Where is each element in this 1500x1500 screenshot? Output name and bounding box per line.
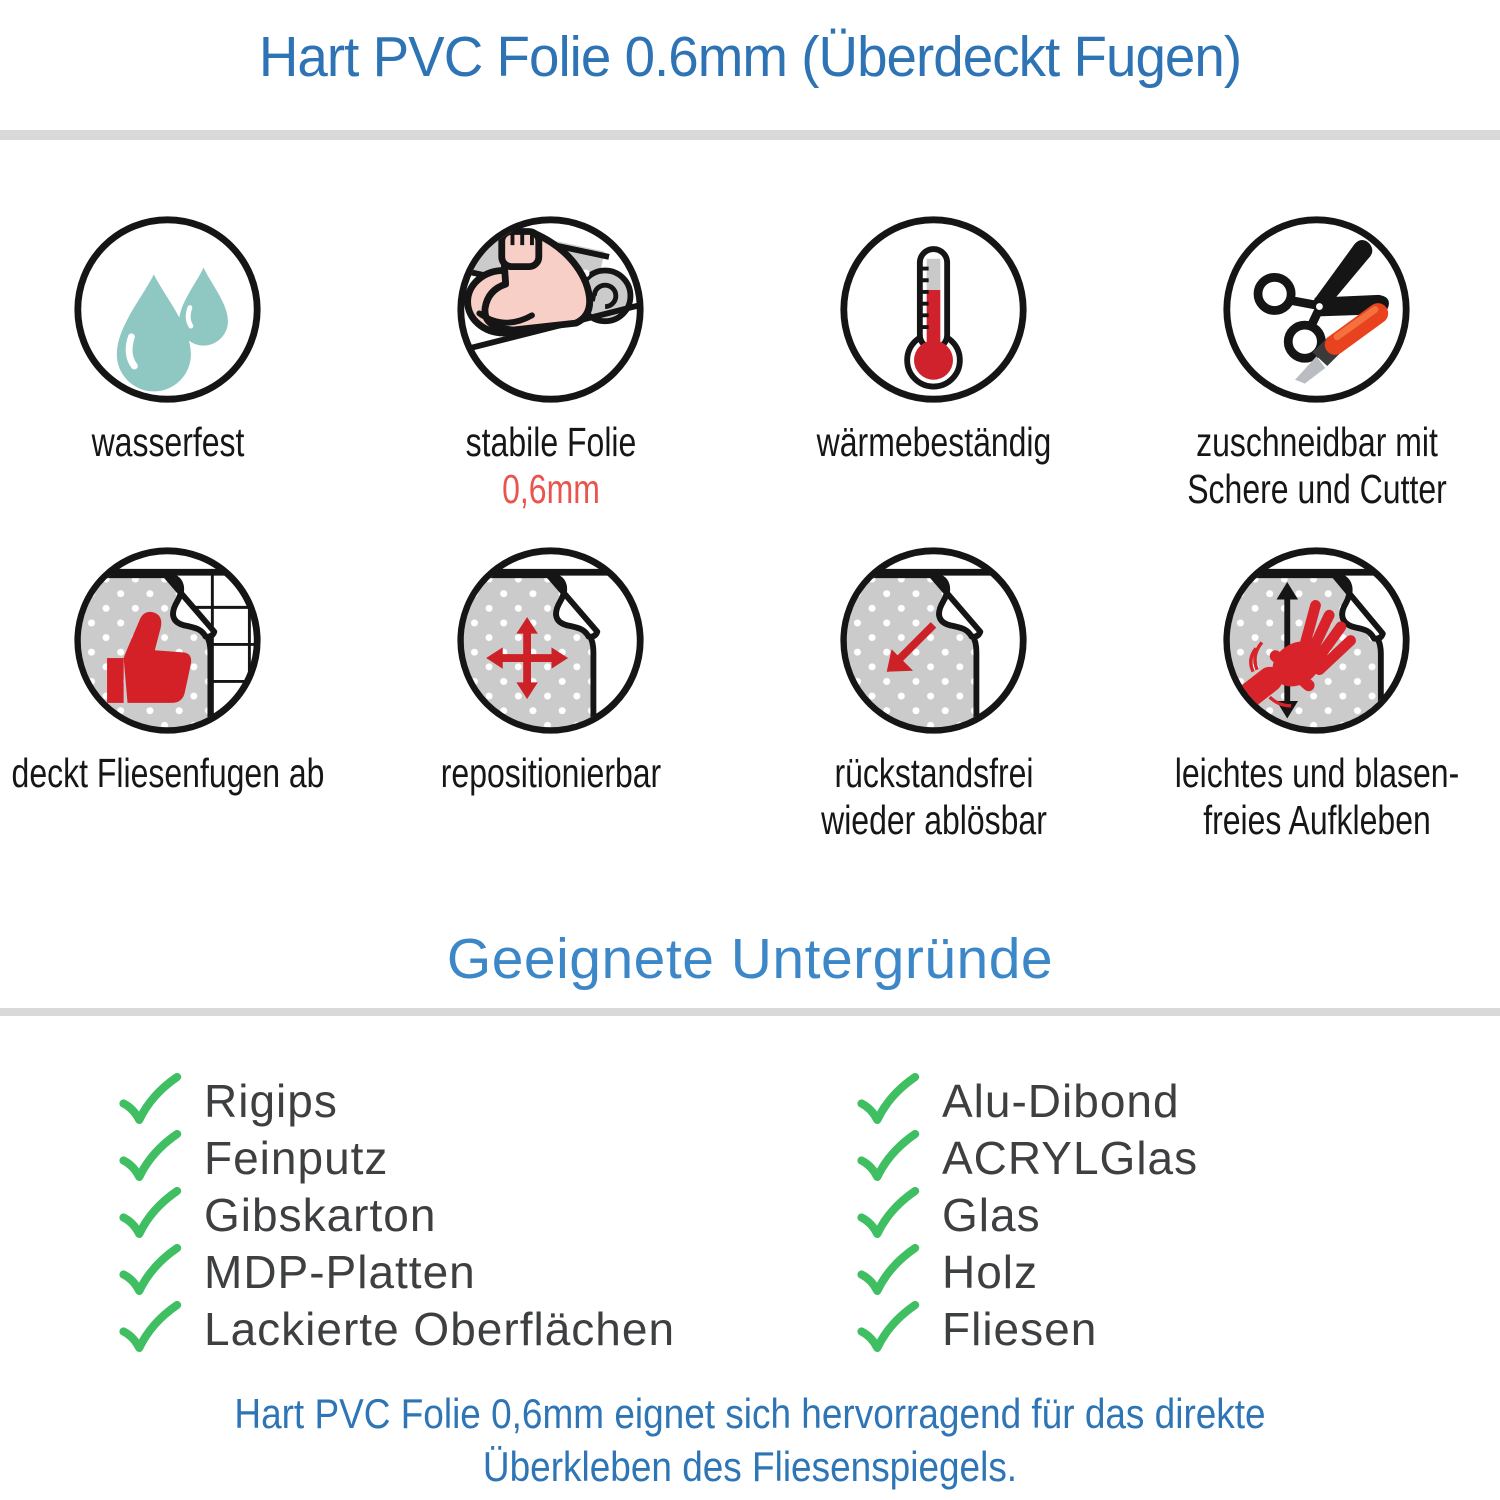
feature-covers-tile-joints [0,543,359,844]
list-item: MDP-Platten [118,1243,675,1300]
feature-label-line2: Schere und Cutter [1186,466,1447,512]
feature-stable-foil [359,212,742,513]
feature-label: repositionierbar [440,750,661,796]
green-check-icon [856,1186,920,1244]
list-item: Lackierte Oberflächen [118,1300,675,1357]
green-check-icon [856,1243,920,1301]
feature-heat-resistant [742,212,1125,513]
thermometer-icon [836,212,1031,407]
thumbs-up-tile-icon [70,543,265,738]
feature-label: stabile Folie [465,419,636,465]
feature-label: deckt Fliesenfugen ab [11,750,324,796]
strong-arm-foil-icon [453,212,648,407]
feature-label-line2: wieder ablösbar [820,797,1047,843]
scissors-cutter-icon [1219,212,1414,407]
green-check-icon [118,1243,182,1301]
green-check-icon [118,1072,182,1130]
list-item: Gibskarton [118,1186,675,1243]
green-check-icon [118,1186,182,1244]
list-item: Glas [856,1186,1198,1243]
feature-row-1 [0,212,1500,513]
feature-repositionable [359,543,742,844]
page-title: Hart PVC Folie 0.6mm (Überdeckt Fugen) [258,25,1242,89]
feature-label: leichtes und blasen- [1174,750,1459,796]
feature-sublabel: 0,6mm [501,466,600,512]
green-check-icon [856,1072,920,1130]
footer-line1: Hart PVC Folie 0,6mm eignet sich hervorragend für das direkte [234,1390,1266,1437]
feature-label: wärmebeständig [816,419,1051,465]
list-item: Fliesen [856,1300,1198,1357]
feature-waterproof [0,212,359,513]
feature-bubble-free-application [1125,543,1500,844]
feature-residue-free-removable [742,543,1125,844]
green-check-icon [118,1300,182,1358]
list-item: Rigips [118,1072,675,1129]
hand-smoothing-foil-icon [1219,543,1414,738]
substrates-heading: Geeignete Untergründe [446,927,1054,991]
feature-cuttable [1125,212,1500,513]
list-item: ACRYLGlas [856,1129,1198,1186]
list-item: Feinputz [118,1129,675,1186]
peel-arrow-foil-icon [836,543,1031,738]
divider-bar-bottom [0,1008,1500,1016]
water-drops-icon [70,212,265,407]
feature-label-line2: freies Aufkleben [1202,797,1431,843]
green-check-icon [856,1129,920,1187]
feature-label: zuschneidbar mit [1195,419,1438,465]
feature-row-2 [0,543,1500,844]
list-item: Alu-Dibond [856,1072,1198,1129]
green-check-icon [856,1300,920,1358]
footer-note [90,1387,1410,1493]
feature-label: rückstandsfrei [833,750,1034,796]
substrates-list-right [856,1072,1198,1357]
list-item: Holz [856,1243,1198,1300]
move-arrows-foil-icon [453,543,648,738]
feature-label: wasserfest [91,419,244,465]
footer-line2: Überkleben des Fliesenspiegels. [482,1443,1018,1490]
green-check-icon [118,1129,182,1187]
substrates-list-left [118,1072,675,1357]
divider-bar-top [0,130,1500,140]
